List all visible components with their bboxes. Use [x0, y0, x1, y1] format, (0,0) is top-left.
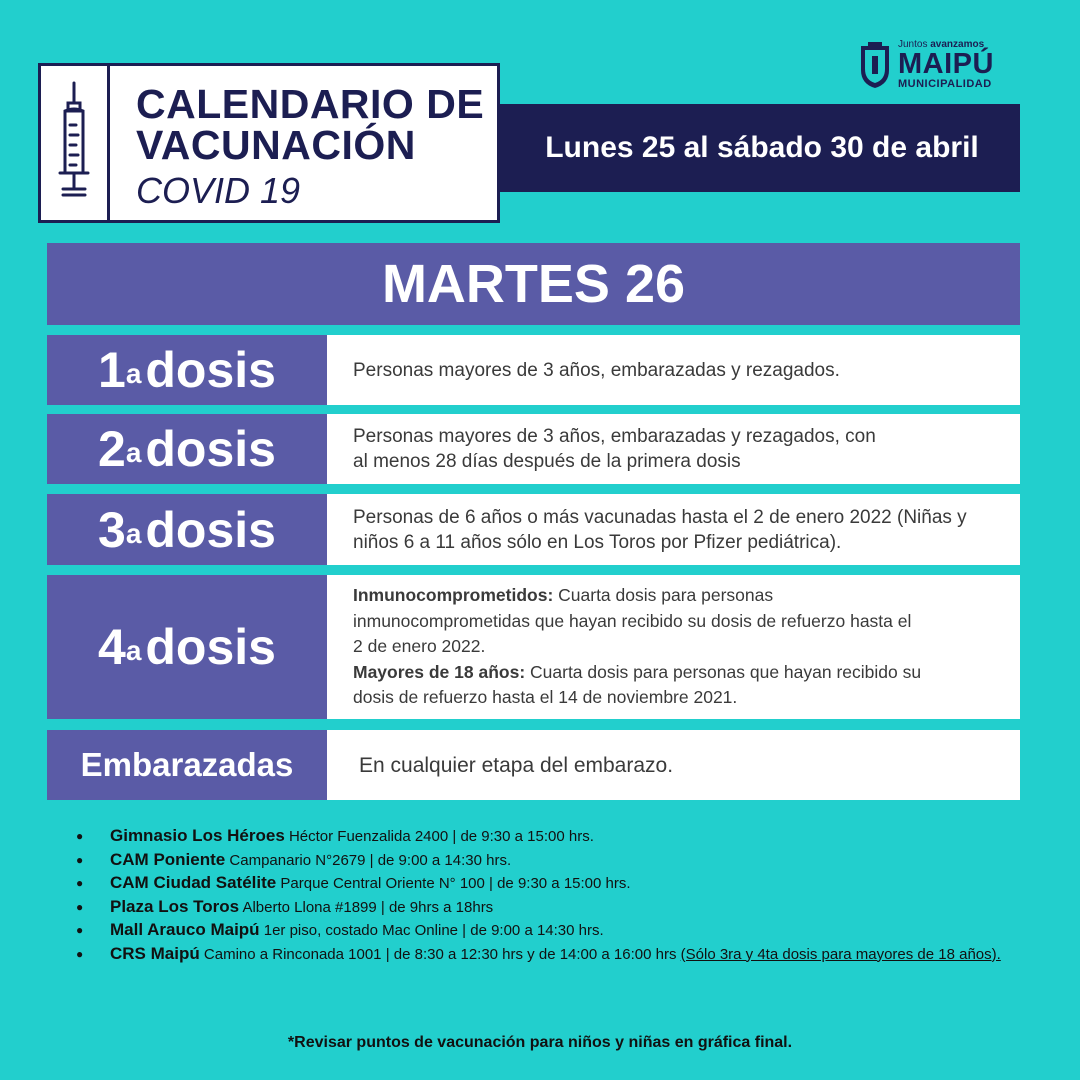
title-text — [110, 66, 484, 220]
maipu-logo — [858, 38, 1018, 92]
list-item: ● CAM Poniente Campanario N°2679 | de 9:00 a 14:30 hrs. — [76, 849, 1016, 873]
list-item: ● CAM Ciudad Satélite Parque Central Oriente N° 100 | de 9:30 a 15:00 hrs. — [76, 872, 1016, 896]
title-box — [38, 63, 500, 223]
dose-row-2 — [47, 414, 1020, 484]
list-item: ● Gimnasio Los Héroes Héctor Fuenzalida 2400 | de 9:30 a 15:00 hrs. — [76, 825, 1016, 849]
title-line-2: VACUNACIÓN — [136, 122, 416, 168]
pregnant-row — [47, 730, 1020, 800]
day-banner: MARTES 26 — [47, 243, 1020, 325]
municipal-shield-icon — [858, 40, 892, 90]
dose-label: 2 a dosis — [47, 414, 327, 484]
dose-description: Personas de 6 años o más vacunadas hasta el 2 de enero 2022 (Niñas y niños 6 a 11 años sólo en Los Toros por Pfizer pediátrica). — [327, 494, 1020, 565]
dose-row-1 — [47, 335, 1020, 405]
pregnant-description: En cualquier etapa del embarazo. — [327, 730, 1020, 800]
dose-label: 4 a dosis — [47, 575, 327, 719]
dose-description: Personas mayores de 3 años, embarazadas y rezagados, con al menos 28 días después de la primera dosis — [327, 414, 1020, 484]
location-note: (Sólo 3ra y 4ta dosis para mayores de 18 años). — [680, 945, 1001, 963]
dose-row-3 — [47, 494, 1020, 565]
dose-row-4 — [47, 575, 1020, 719]
dose-description: Inmunocomprometidos: Cuarta dosis para personas inmunocomprometidas que hayan recibido su dosis de refuerzo hasta el 2 de enero 2022. Mayores de 18 años: Cuarta dosis para personas que hayan recibido su dosis de refuerzo hasta el 14 de noviembre 2021. — [327, 575, 1020, 719]
list-item: ● Mall Arauco Maipú 1er piso, costado Mac Online | de 9:00 a 14:30 hrs. — [76, 919, 1016, 943]
logo-tagline: Juntos avanzamos — [898, 39, 985, 50]
syringe-icon — [54, 81, 94, 205]
dose-label: 1 a dosis — [47, 335, 327, 405]
logo-name: MAIPÚ — [898, 48, 994, 80]
vaccination-locations — [76, 825, 1016, 966]
footnote: *Revisar puntos de vacunación para niños y niñas en gráfica final. — [287, 1034, 793, 1051]
syringe-cell — [41, 66, 110, 220]
list-item: ● CRS Maipú Camino a Rinconada 1001 | de 8:30 a 12:30 hrs y de 14:00 a 16:00 hrs (Sólo 3ra y 4ta dosis para mayores de 18 años). — [76, 943, 1016, 967]
title-line-1: CALENDARIO DE — [136, 81, 485, 127]
dose-description: Personas mayores de 3 años, embarazadas y rezagados. — [327, 335, 1020, 405]
dose-label: 3 a dosis — [47, 494, 327, 565]
date-range-banner: Lunes 25 al sábado 30 de abril — [500, 104, 1020, 192]
pregnant-label: Embarazadas — [47, 730, 327, 800]
title-subtitle: COVID 19 — [136, 170, 301, 211]
logo-subtitle: MUNICIPALIDAD — [898, 78, 992, 90]
list-item: ● Plaza Los Toros Alberto Llona #1899 | de 9hrs a 18hrs — [76, 896, 1016, 920]
logo-text — [898, 40, 994, 90]
